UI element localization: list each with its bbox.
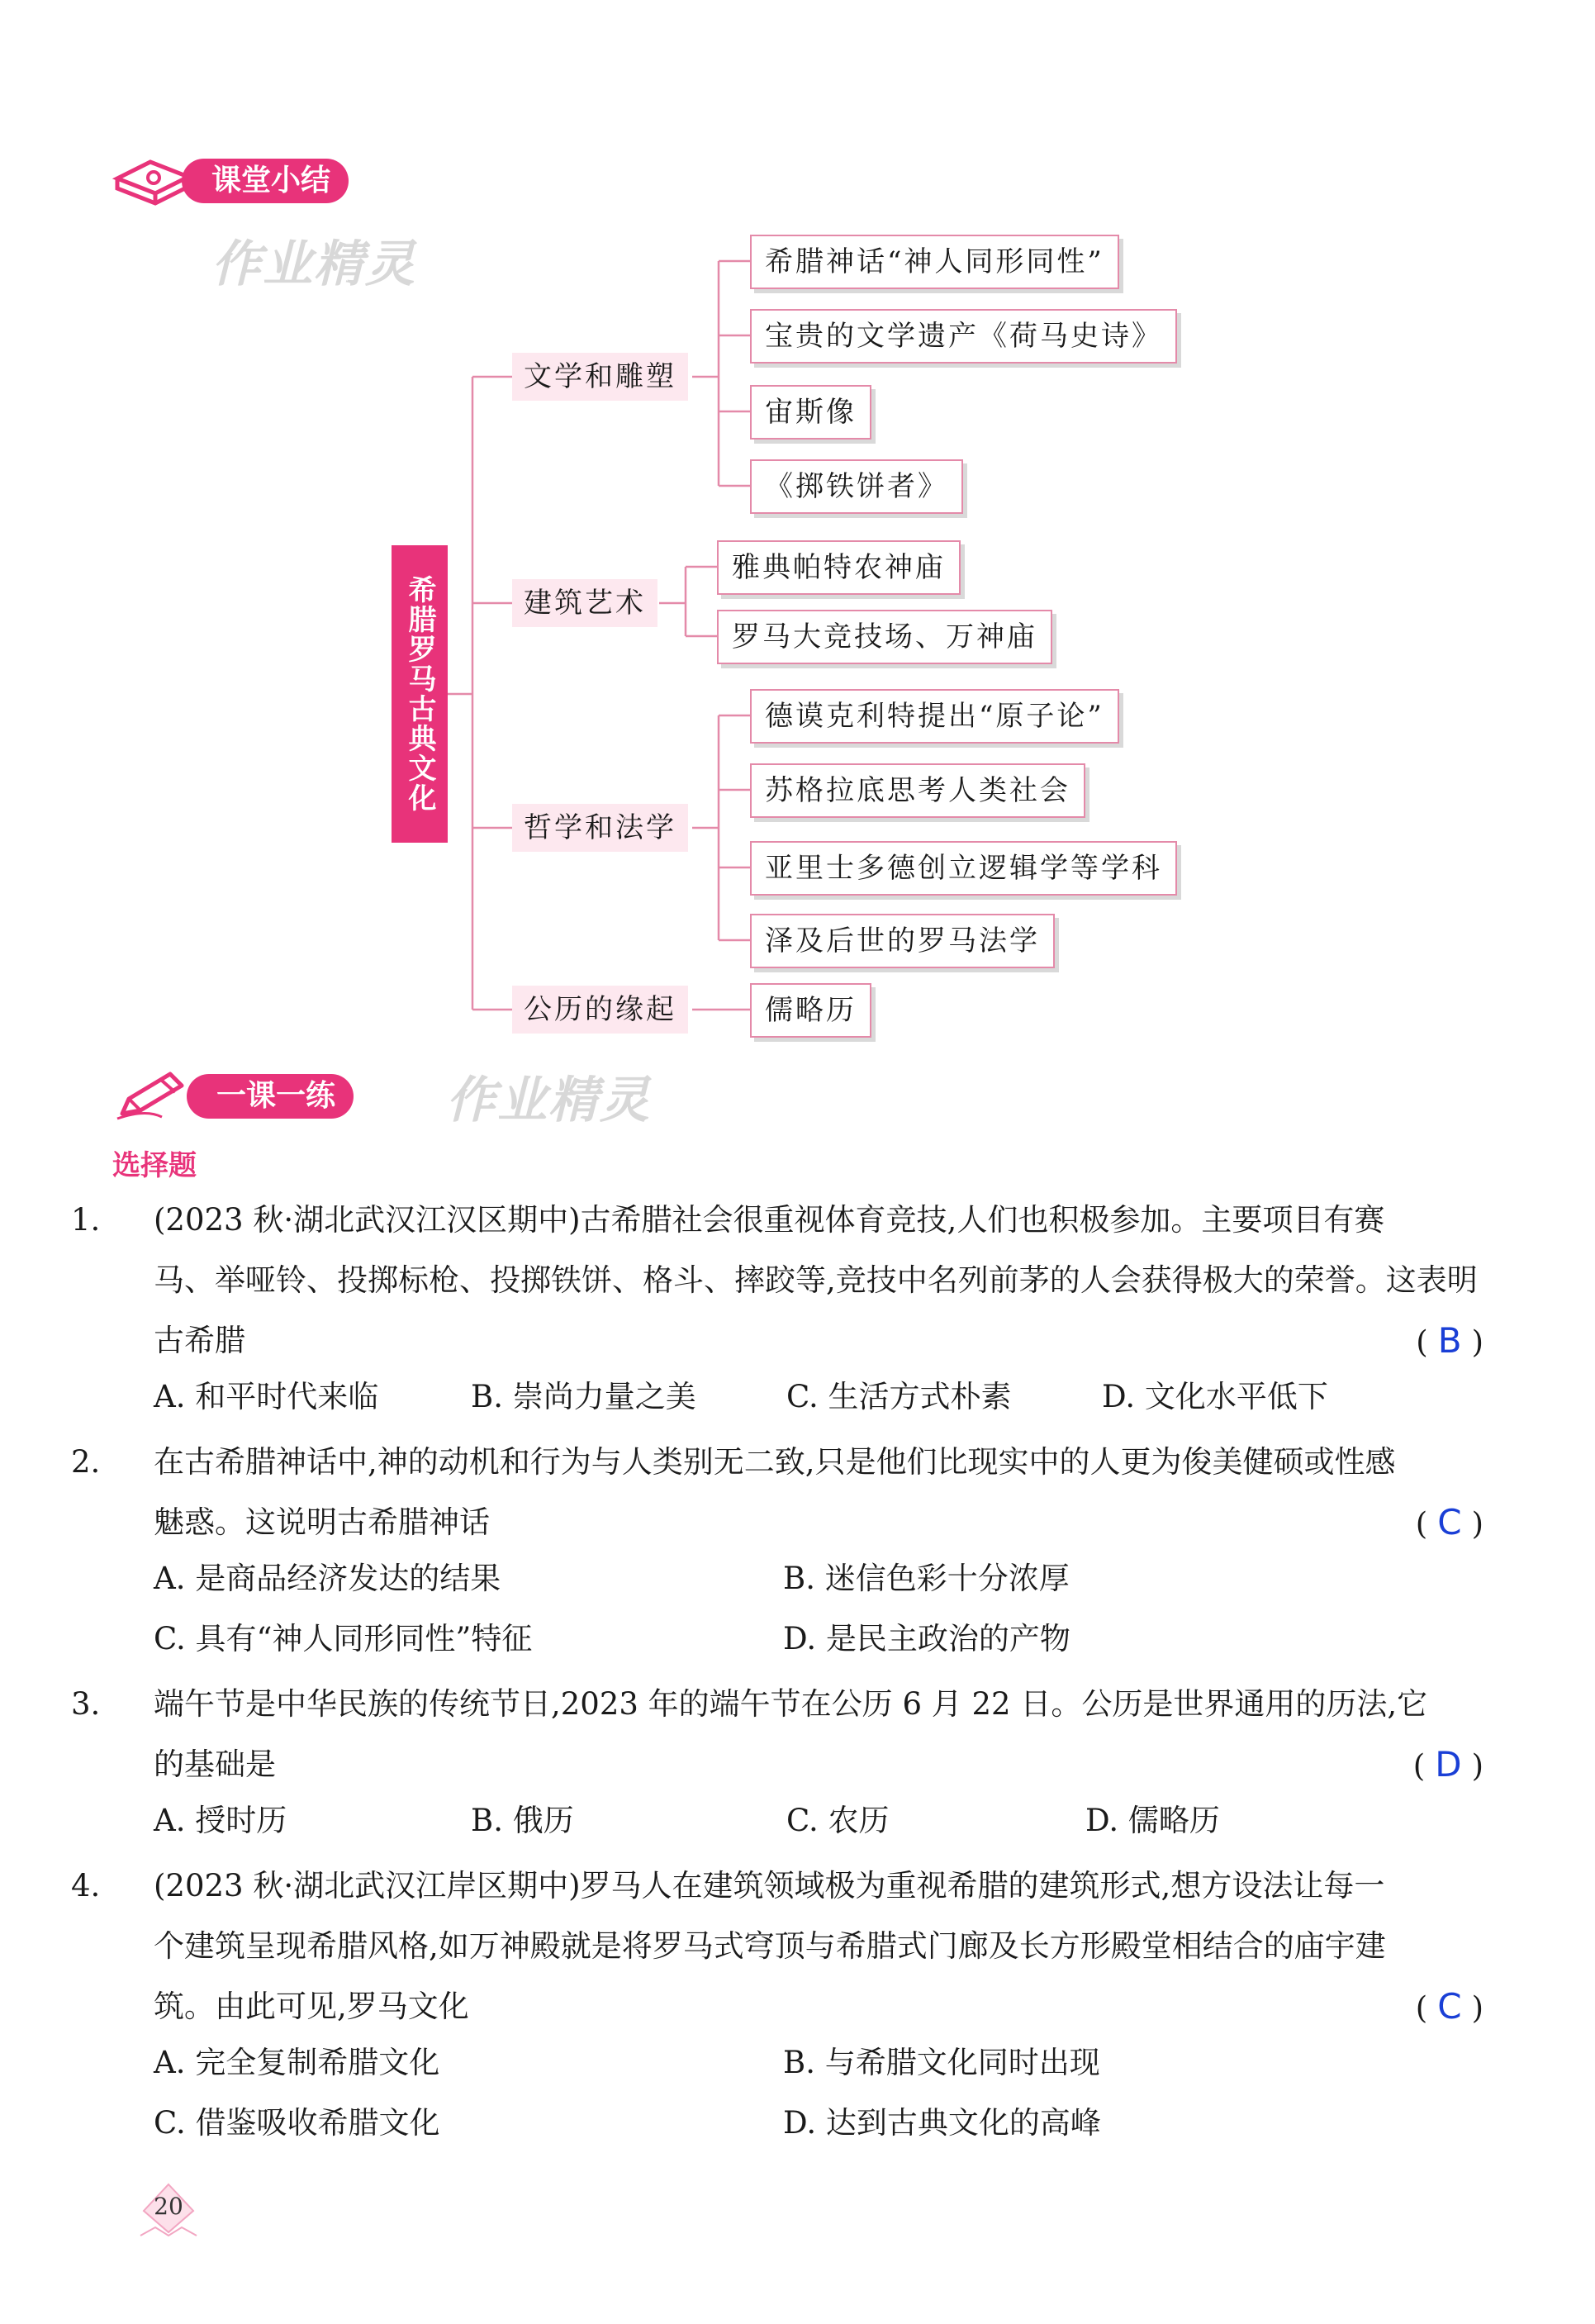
question-1 <box>71 1190 1483 1371</box>
option-c: C. 生活方式朴素 <box>786 1379 1012 1414</box>
option-a: A. 是商品经济发达的结果 <box>154 1561 501 1596</box>
option-d: D. 儒略历 <box>1085 1803 1220 1838</box>
mindmap-connectors <box>0 0 1595 1074</box>
leaf-aristotle: 亚里士多德创立逻辑学等学科 <box>750 841 1177 896</box>
option-a: A. 和平时代来临 <box>154 1379 379 1414</box>
question-text-line: 魅惑。这说明古希腊神话 <box>154 1504 490 1540</box>
question-text-line: 端午节是中华民族的传统节日,2023 年的端午节在公历 6 月 22 日。公历是世界通用的历法,它 <box>154 1686 1428 1722</box>
leaf-socrates: 苏格拉底思考人类社会 <box>750 763 1085 818</box>
branch-literature-sculpture: 文学和雕塑 <box>512 353 688 401</box>
question-text-line: 个建筑呈现希腊风格,如万神殿就是将罗马式穹顶与希腊式门廊及长方形殿堂相结合的庙宇建 <box>154 1928 1386 1964</box>
question-3 <box>71 1674 1483 1794</box>
answer-letter: B <box>1437 1320 1462 1361</box>
leaf-democritus: 德谟克利特提出“原子论” <box>750 689 1119 744</box>
answer-letter: D <box>1435 1744 1462 1785</box>
answer-bracket: ( B ) <box>1416 1320 1483 1361</box>
question-number: 4. <box>71 1868 101 1903</box>
leaf-discobolus: 《掷铁饼者》 <box>750 459 963 514</box>
option-c: C. 具有“神人同形同性”特征 <box>154 1621 533 1656</box>
question-text-line: 在古希腊神话中,神的动机和行为与人类别无二致,只是他们比现实中的人更为俊美健硕或性感 <box>154 1444 1396 1480</box>
leaf-julian-calendar: 儒略历 <box>750 983 871 1038</box>
page-number <box>139 2181 198 2241</box>
branch-calendar-origin: 公历的缘起 <box>512 986 688 1034</box>
question-number: 3. <box>71 1686 101 1722</box>
practice-header <box>112 1069 377 1122</box>
question-number: 2. <box>71 1444 101 1480</box>
answer-letter: C <box>1437 1986 1462 2027</box>
leaf-roman-law: 泽及后世的罗马法学 <box>750 914 1055 968</box>
question-text-line: 马、举哑铃、投掷标枪、投掷铁饼、格斗、摔跤等,竞技中名列前茅的人会获得极大的荣誉。这表明 <box>154 1262 1478 1298</box>
answer-letter: C <box>1437 1502 1462 1542</box>
option-b: B. 与希腊文化同时出现 <box>783 2045 1100 2080</box>
question-text-line: 的基础是 <box>154 1747 276 1782</box>
option-c: C. 农历 <box>786 1803 890 1838</box>
branch-architecture: 建筑艺术 <box>512 579 657 627</box>
question-text-line: (2023 秋·湖北武汉江岸区期中)罗马人在建筑领域极为重视希腊的建筑形式,想方设法让每一 <box>154 1868 1385 1903</box>
leaf-greek-mythology: 希腊神话“神人同形同性” <box>750 235 1119 289</box>
option-a: A. 授时历 <box>154 1803 287 1838</box>
branch-philosophy-law: 哲学和法学 <box>512 804 688 852</box>
option-b: B. 崇尚力量之美 <box>471 1379 696 1414</box>
question-text-line: 筑。由此可见,罗马文化 <box>154 1989 469 2024</box>
option-c: C. 借鉴吸收希腊文化 <box>154 2105 440 2141</box>
question-type-label: 选择题 <box>112 1149 197 1182</box>
question-number: 1. <box>71 1202 101 1238</box>
option-b: B. 俄历 <box>471 1803 574 1838</box>
question-2 <box>71 1432 1483 1552</box>
answer-bracket: ( D ) <box>1412 1744 1483 1785</box>
answer-bracket: ( C ) <box>1415 1986 1483 2027</box>
summary-title: 课堂小结 <box>182 159 349 203</box>
mindmap-root: 希腊罗马古典文化 <box>392 545 448 843</box>
option-d: D. 达到古典文化的高峰 <box>783 2105 1101 2141</box>
option-a: A. 完全复制希腊文化 <box>154 2045 440 2080</box>
question-4 <box>71 1856 1483 2036</box>
answer-bracket: ( C ) <box>1415 1502 1483 1542</box>
option-d: D. 文化水平低下 <box>1102 1379 1328 1414</box>
leaf-homer-epics: 宝贵的文学遗产《荷马史诗》 <box>750 309 1177 364</box>
leaf-colosseum-pantheon: 罗马大竞技场、万神庙 <box>717 610 1052 664</box>
question-text-line: 古希腊 <box>154 1323 245 1358</box>
watermark-2: 作业精灵 <box>446 1072 651 1129</box>
leaf-zeus-statue: 宙斯像 <box>750 385 871 440</box>
pencil-icon <box>112 1069 195 1122</box>
practice-title: 一课一练 <box>187 1074 354 1119</box>
page-number-text: 20 <box>154 2193 183 2220</box>
leaf-parthenon: 雅典帕特农神庙 <box>717 540 961 595</box>
question-text-line: (2023 秋·湖北武汉江汉区期中)古希腊社会很重视体育竞技,人们也积极参加。主要项目有赛 <box>154 1202 1385 1238</box>
watermark-1: 作业精灵 <box>211 235 416 293</box>
option-d: D. 是民主政治的产物 <box>783 1621 1070 1656</box>
option-b: B. 迷信色彩十分浓厚 <box>783 1561 1070 1596</box>
